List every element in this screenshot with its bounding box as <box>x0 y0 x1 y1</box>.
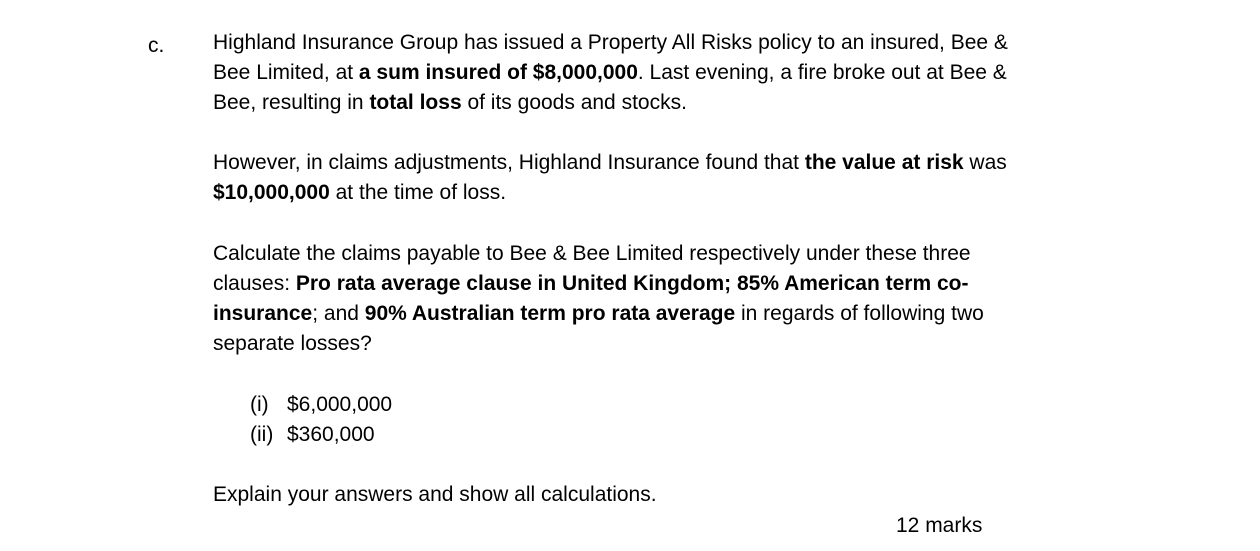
clauses-emphasis-2: 90% Australian term pro rata average <box>364 302 736 325</box>
adjustment-paragraph <box>213 148 1013 208</box>
task-paragraph <box>213 239 1013 359</box>
loss-number: (i) <box>250 393 269 416</box>
instruction-text: Explain your answers and show all calculations. <box>213 483 657 506</box>
task-text-1: Calculate the claims payable to Bee & Bee Limited respectively under these three clauses: <box>213 242 971 295</box>
task-text-2: ; and <box>312 302 365 325</box>
loss-amount: $360,000 <box>287 423 375 446</box>
scenario-text-3: of its goods and stocks. <box>461 91 687 114</box>
scenario-paragraph <box>213 28 1013 118</box>
question-label: c. <box>148 34 165 57</box>
clauses-emphasis-1: Pro rata average clause in United Kingdom; 85% American term co-insurance <box>213 272 969 325</box>
sum-insured-emphasis: a sum insured of $8,000,000 <box>358 61 638 84</box>
loss-amount: $6,000,000 <box>287 393 393 416</box>
adjustment-text-1: However, in claims adjustments, Highland Insurance found that <box>213 151 805 174</box>
total-loss-emphasis: total loss <box>369 91 462 114</box>
task-text-3: in regards of following two separate losses? <box>213 302 984 355</box>
value-at-risk-emphasis: the value at risk <box>804 151 964 174</box>
loss-number: (ii) <box>250 423 274 446</box>
list-item <box>250 390 392 420</box>
list-item <box>250 420 392 450</box>
marks-label: 12 marks <box>896 514 983 537</box>
scenario-text-1: Highland Insurance Group has issued a Property All Risks policy to an insured, Bee & Bee Limited, at <box>213 31 1008 84</box>
value-amount-emphasis: $10,000,000 <box>213 181 330 204</box>
loss-list <box>250 390 392 450</box>
adjustment-text-2: was <box>963 151 1007 174</box>
scenario-text-2: . Last evening, a fire broke out at Bee & Bee, resulting in <box>213 61 1007 114</box>
adjustment-text-3: at the time of loss. <box>329 181 507 204</box>
